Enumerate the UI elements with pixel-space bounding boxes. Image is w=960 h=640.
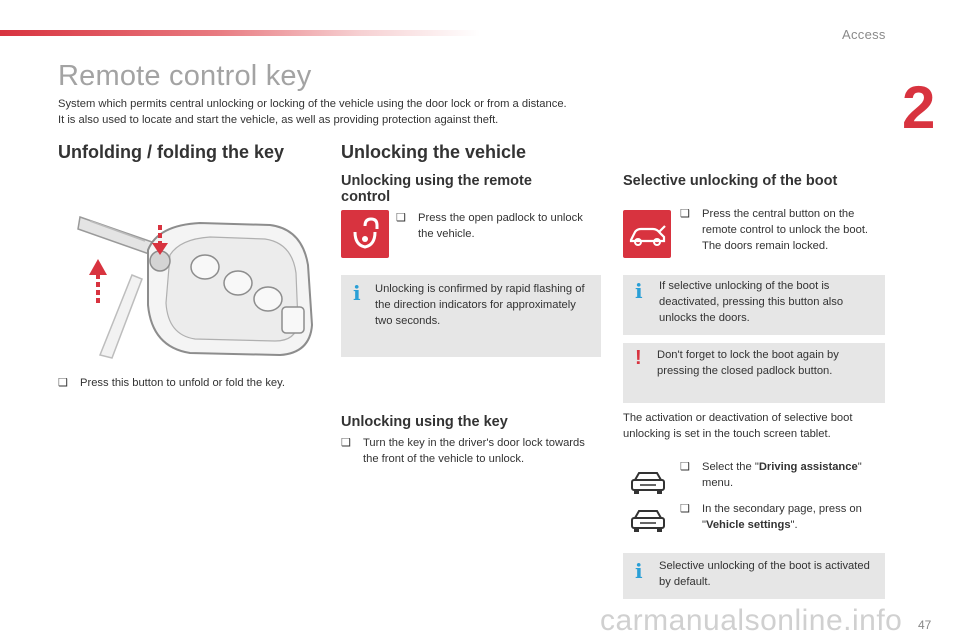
selective-warning-note-text: Don't forget to lock the boot again by pressing the closed padlock button. [657,349,839,377]
remote-unlock-instruction [396,210,600,242]
remote-unlock-heading-line-1: Unlocking using the remote [341,173,532,189]
key-unlock-instruction-text: Turn the key in the driver's door lock towards the front of the vehicle to unlock. [363,437,585,465]
vehicle-settings-car-icon [630,508,666,539]
info-icon: i [635,279,643,303]
bullet-icon: ❑ [341,437,351,449]
car-icon [630,508,666,534]
chapter-number: 2 [902,74,936,141]
bullet-icon: ❑ [58,377,68,389]
key-unlock-heading: Unlocking using the key [341,414,508,430]
selective-warning-note [623,343,885,403]
section-label: Access [842,27,886,42]
car-boot-glyph [623,210,671,258]
vehicle-settings-label: Vehicle settings [705,519,791,531]
page-number: 47 [918,618,932,632]
selective-instruction-text: Press the central button on the remote control to unlock the boot. The doors remain locked. [702,208,869,252]
bullet-icon: ❑ [396,212,406,224]
intro-line-1: System which permits central unlocking or locking of the vehicle using the door lock or from a distance. [58,98,567,110]
remote-unlock-instruction-text: Press the open padlock to unlock the vehicle. [418,212,583,240]
selective-default-note-text: Selective unlocking of the boot is activated by default. [659,560,870,588]
selective-activation-text: The activation or deactivation of selective boot unlocking is set in the touch screen tablet. [623,412,853,440]
warning-icon: ! [635,347,642,369]
watermark: carmanualsonline.info [600,604,903,637]
remote-unlock-note [341,275,601,357]
info-icon: i [635,559,643,583]
selective-heading: Selective unlocking of the boot [623,173,838,189]
open-padlock-icon [341,210,389,258]
unfolding-instruction [58,375,320,391]
key-illustration [70,195,320,370]
unfolding-instruction-text: Press this button to unfold or fold the key. [80,377,286,389]
bullet-icon: ❑ [680,208,690,220]
selective-default-note [623,553,885,599]
selective-instruction [680,206,882,254]
step2-suffix: ". [790,519,798,531]
step2-prefix: In the secondary page, press on " [702,503,862,531]
key-unlock-instruction [341,435,595,467]
selective-info-note [623,275,885,335]
vehicle-settings-step [680,501,884,533]
header-accent-bar [0,30,480,36]
driving-assistance-car-icon [630,470,666,501]
unfolding-heading: Unfolding / folding the key [58,142,284,162]
info-icon: i [353,281,361,305]
select-driving-assistance-step [680,459,884,491]
remote-key-image [70,195,320,370]
open-padlock-glyph [341,210,389,258]
bullet-icon: ❑ [680,461,690,473]
selective-info-note-text: If selective unlocking of the boot is deactivated, pressing this button also unlocks the doors. [659,280,844,324]
car-boot-icon [623,210,671,258]
remote-unlock-heading-line-2: control [341,189,391,205]
step1-suffix: " menu. [702,461,862,489]
page-title: Remote control key [58,60,312,92]
bullet-icon: ❑ [680,503,690,515]
remote-unlock-heading [341,173,581,205]
unlocking-heading: Unlocking the vehicle [341,142,527,162]
intro-line-2: It is also used to locate and start the vehicle, as well as providing protection against theft. [58,114,499,126]
car-icon [630,470,666,496]
step1-prefix: Select the " [702,461,759,473]
intro-text [58,96,678,128]
remote-unlock-note-text: Unlocking is confirmed by rapid flashing of the direction indicators for approximately two seconds. [375,283,585,327]
driving-assistance-label: Driving assistance [758,461,858,473]
